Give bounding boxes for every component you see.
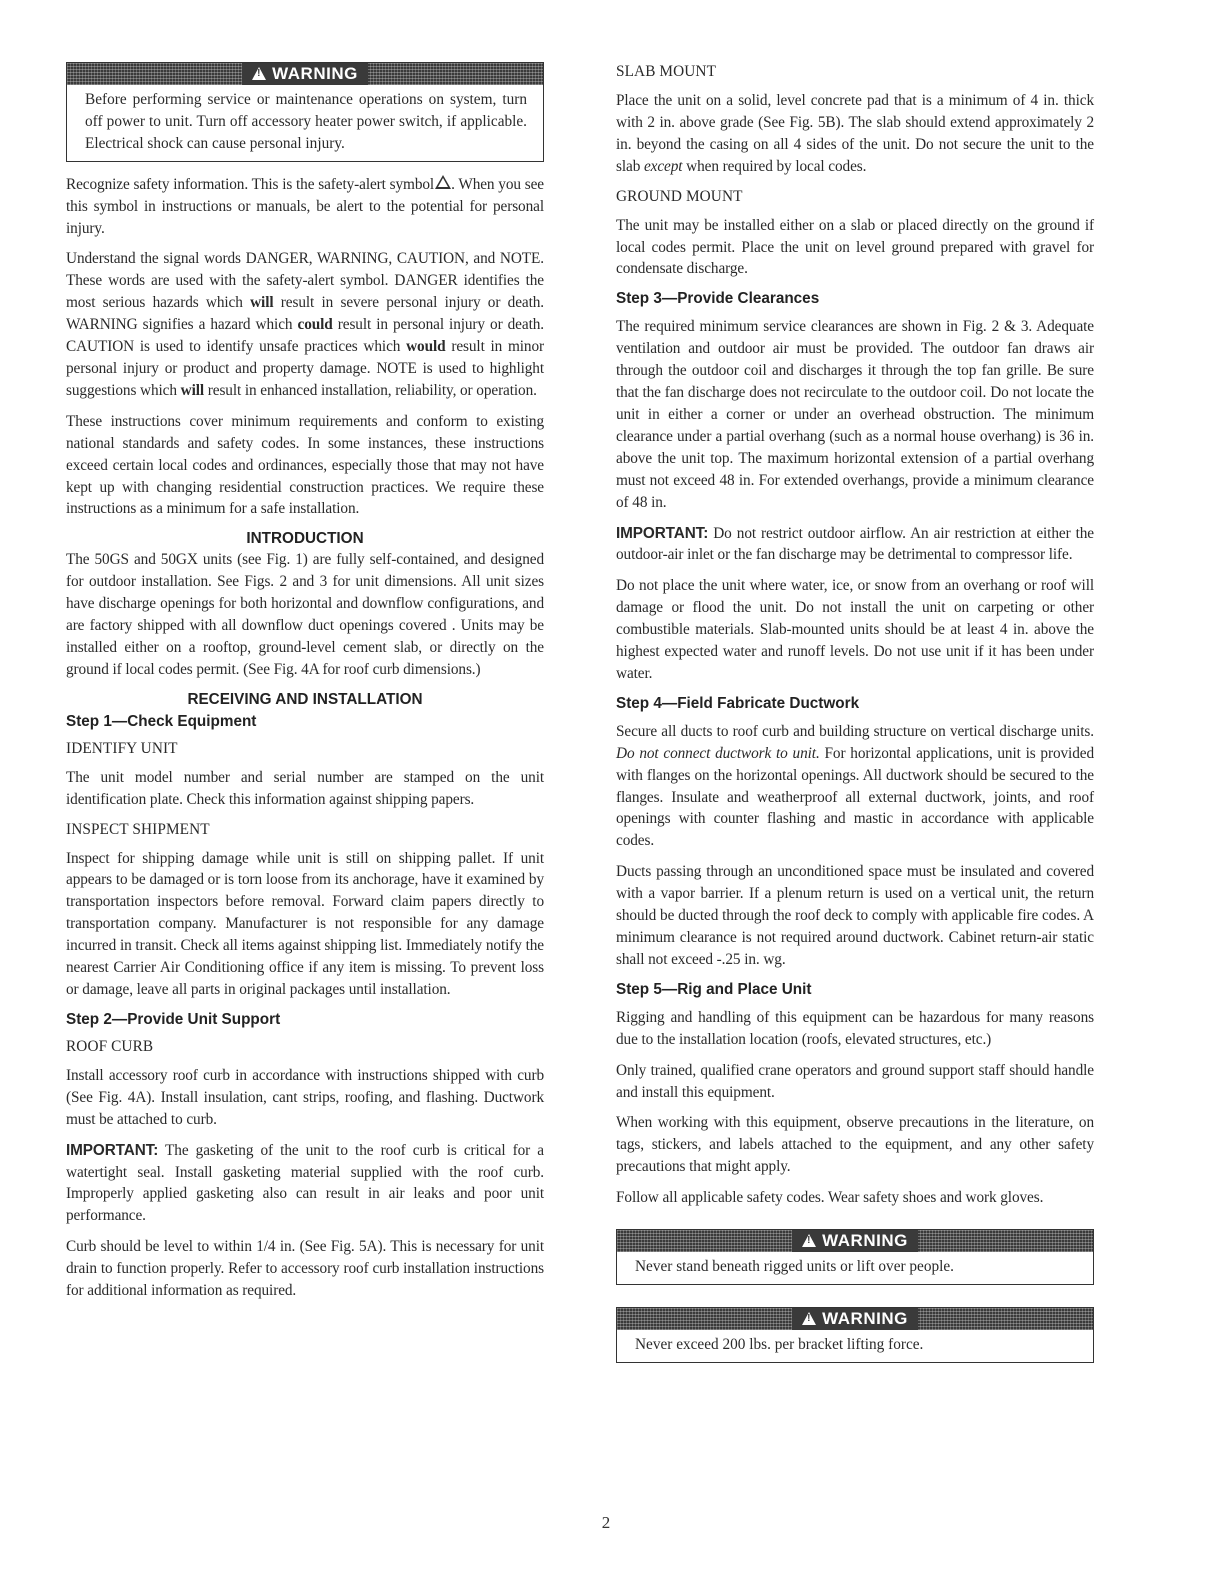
warning-text: Before performing service or maintenance operations on system, turn off power to unit. Turn off accessory heater power switch, if applicable. Electrical shock can cause personal injury.: [85, 91, 527, 152]
paragraph-instructions: These instructions cover minimum requirements and conform to existing national standards and safety codes. In some instances, these instructions exceed certain local codes and ordinances, especially those that may not have kept up with changing residential construction practices. We require these instructions as a minimum for a safe installation.: [66, 412, 544, 518]
paragraph-introduction: The 50GS and 50GX units (see Fig. 1) are fully self-contained, and designed for outdoor installation. See Figs. 2 and 3 for unit dimensions. All unit sizes have discharge openings for both horizontal and downflow configurations, and are factory shipped with all downflow duct openings covered . Units may be installed either on a rooftop, ground-level cement slab, or directly on the ground if local codes permit. (See Fig. 4A for roof curb dimensions.): [66, 551, 544, 678]
warning-title: WARNING: [272, 64, 358, 83]
step5-heading: Step 5—Rig and Place Unit: [616, 980, 812, 998]
paragraph-curb-level: Curb should be level to within 1/4 in. (See Fig. 5A). This is necessary for unit drain to function properly. Refer to accessory roof curb installation instructions for additional information as required.: [66, 1238, 544, 1300]
warning-box-power: [66, 62, 544, 162]
paragraph-recognize: Recognize safety information. This is the safety-alert symbol . When you see this symbol in instructions or manuals, be alert to the potential for personal injury.: [66, 175, 544, 237]
warning-title: WARNING: [822, 1231, 908, 1251]
paragraph-ground-mount: The unit may be installed either on a slab or placed directly on the ground if local codes permit. Place the unit on level ground prepared with gravel for condensate discharge.: [616, 216, 1094, 278]
paragraph-signal-words: Understand the signal words DANGER, WARNING, CAUTION, and NOTE. These words are used with the safety-alert symbol. DANGER identifies the most serious hazards which will result in severe personal injury or death. WARNING signifies a hazard which could result in personal injury or death. CAUTION is used to identify unsafe practices which would result in minor personal injury or product and property damage. NOTE is used to highlight suggestions which will result in enhanced installation, reliability, or operation.: [66, 250, 545, 399]
warning-box-rigged: [616, 1229, 1094, 1285]
step4-heading: Step 4—Field Fabricate Ductwork: [616, 694, 860, 712]
warning-header: [617, 1308, 1093, 1330]
step1-heading: Step 1—Check Equipment: [66, 712, 257, 730]
warning-title: WARNING: [822, 1308, 908, 1328]
subheading-roof-curb: ROOF CURB: [66, 1037, 154, 1055]
warning-triangle-icon: [252, 67, 266, 80]
warning-triangle-icon: [802, 1312, 816, 1325]
paragraph-water: Do not place the unit where water, ice, or snow from an overhang or roof will damage or flood the unit. Do not install the unit on carpeting or other combustible materials. Slab-mounted units should be at least 4 in. above the highest expected water and runoff levels. Do not use unit if it has been under water.: [616, 577, 1094, 682]
left-column: [66, 62, 544, 1311]
step3-heading: Step 3—Provide Clearances: [616, 290, 820, 308]
paragraph-ducts-unconditioned: Ducts passing through an unconditioned space must be insulated and covered with a vapor barrier. If a plenum return is used on a vertical unit, the return should be ducted through the roof deck to comply with applicable fire codes. A minimum clearance is not required around ductwork. Cabinet return-air static shall not exceed -.25 in. wg.: [616, 863, 1094, 968]
step2-heading: Step 2—Provide Unit Support: [66, 1010, 281, 1028]
warning-text: Never stand beneath rigged units or lift over people.: [635, 1258, 955, 1276]
warning-box-lifting: [616, 1307, 1094, 1363]
subheading-ground-mount: GROUND MOUNT: [616, 187, 743, 205]
warning-triangle-icon: [802, 1234, 816, 1247]
paragraph-important-airflow: IMPORTANT: Do not restrict outdoor airflow. An air restriction at either the outdoor-air inlet or the fan discharge may be detrimental to compressor life.: [616, 524, 1094, 564]
paragraph-ductwork: Secure all ducts to roof curb and building structure on vertical discharge units. Do not connect ductwork to unit. For horizontal applications, unit is provided with flanges on the horizontal openings. All ductwork should be secured to the flanges. Insulate and weatherproof all external ductwork, joints, and roof openings with counter flashing and mastic in accordance with applicable codes.: [616, 722, 1094, 850]
warning-text: Never exceed 200 lbs. per bracket lifting force.: [635, 1335, 924, 1353]
paragraph-clearances: The required minimum service clearances are shown in Fig. 2 & 3. Adequate ventilation and outdoor air must be provided. The outdoor fan draws air through the outdoor coil and discharges it through the top fan grille. Be sure that the fan discharge does not recirculate to the outdoor coil. Do not locate the unit in either a corner or under an overhead obstruction. The minimum clearance under a partial overhang (such as a normal house overhang) is 36 in. above the unit top. The maximum horizontal extension of a partial overhang must not exceed 48 in. For extended overhangs, provide a minimum clearance of 48 in.: [616, 318, 1094, 511]
paragraph-trained: Only trained, qualified crane operators and ground support staff should handle and install this equipment.: [616, 1061, 1094, 1101]
safety-alert-icon: [435, 175, 451, 189]
subheading-identify-unit: IDENTIFY UNIT: [66, 739, 178, 757]
paragraph-roof-curb: Install accessory roof curb in accordance with instructions shipped with curb (See Fig. 4A). Install insulation, cant strips, roofing, and flashing. Ductwork must be attached to curb.: [66, 1066, 544, 1128]
page-number: 2: [601, 1513, 611, 1532]
heading-introduction: INTRODUCTION: [246, 530, 364, 548]
warning-header: [67, 63, 543, 85]
paragraph-working: When working with this equipment, observe precautions in the literature, on tags, stickers, and labels attached to the equipment, and any other safety precautions that might apply.: [616, 1114, 1094, 1176]
warning-header: [617, 1230, 1093, 1252]
paragraph-identify-unit: The unit model number and serial number are stamped on the unit identification plate. Check this information against shipping papers.: [66, 768, 544, 808]
paragraph-follow: Follow all applicable safety codes. Wear safety shoes and work gloves.: [616, 1189, 1044, 1207]
paragraph-slab-mount: Place the unit on a solid, level concrete pad that is a minimum of 4 in. thick with 2 in. above grade (See Fig. 5B). The slab should extend approximately 2 in. beyond the casing on all 4 sides of the unit. Do not secure the unit to the slab except when required by local codes.: [616, 92, 1094, 175]
paragraph-important-gasketing: IMPORTANT: The gasketing of the unit to the roof curb is critical for a watertight seal. Install gasketing material supplied with the roof curb. Improperly applied gasketing also can result in air leaks and poor unit performance.: [66, 1141, 544, 1225]
heading-receiving-installation: RECEIVING AND INSTALLATION: [187, 690, 423, 708]
right-column: [616, 62, 1094, 1375]
paragraph-inspect-shipment: Inspect for shipping damage while unit is still on shipping pallet. If unit appears to be damaged or is torn loose from its anchorage, have it examined by transportation inspectors before removal. Forward claim papers directly to transportation company. Manufacturer is not responsible for any damage incurred in transit. Check all items against shipping list. Immediately notify the nearest Carrier Air Conditioning office if any item is missing. To prevent loss or damage, leave all parts in original packages until installation.: [66, 849, 544, 998]
paragraph-rigging: Rigging and handling of this equipment can be hazardous for many reasons due to the installation location (roofs, elevated structures, etc.): [616, 1008, 1094, 1048]
subheading-inspect-shipment: INSPECT SHIPMENT: [66, 820, 210, 838]
subheading-slab-mount: SLAB MOUNT: [616, 63, 717, 80]
